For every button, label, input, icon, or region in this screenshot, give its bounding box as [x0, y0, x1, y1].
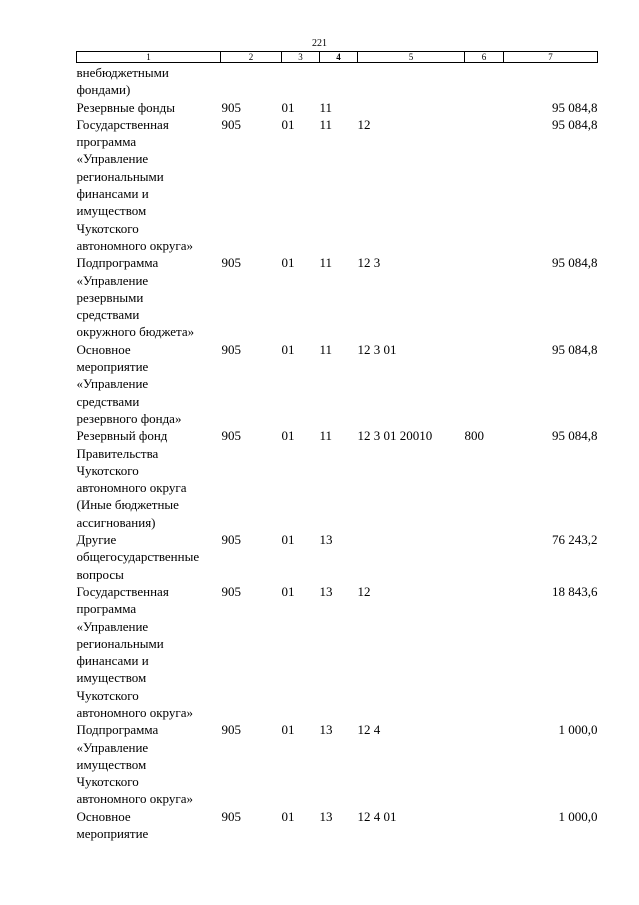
row-name-line: Правительства — [76, 445, 159, 461]
amount: 95 084,8 — [552, 116, 598, 132]
admin-code — [221, 63, 282, 99]
row-name-line: «Управление — [76, 739, 149, 755]
section-code: 01 — [281, 808, 295, 824]
row-name-line: Резервные фонды — [76, 99, 175, 115]
amount: 95 084,8 — [552, 341, 598, 357]
column-header-3: 3 — [282, 52, 320, 63]
section-code: 01 — [281, 428, 295, 444]
column-header-2: 2 — [221, 52, 282, 63]
row-name-line: мероприятие — [76, 826, 149, 842]
expense-type-code — [465, 254, 504, 340]
row-name-line: вопросы — [76, 566, 124, 582]
admin-code: 905 — [221, 255, 241, 271]
table-row — [77, 531, 598, 583]
target-article-code: 12 4 — [357, 722, 381, 738]
target-article-code — [358, 99, 465, 116]
amount — [504, 63, 598, 99]
row-name-line: имуществом — [76, 670, 147, 686]
row-name-line: окружного бюджета» — [76, 324, 195, 340]
row-name-line: Чукотского — [76, 774, 139, 790]
table-row — [77, 808, 598, 843]
target-article-code: 12 — [357, 583, 371, 599]
admin-code: 905 — [221, 808, 241, 824]
row-name — [77, 427, 221, 531]
section-code: 01 — [281, 532, 295, 548]
column-header-1: 1 — [77, 52, 221, 63]
target-article-code: 12 3 01 20010 — [357, 428, 433, 444]
target-article-code: 12 — [357, 116, 371, 132]
row-name-line: автономного округа» — [76, 237, 193, 253]
row-name — [77, 341, 221, 427]
row-name-line: внебюджетными — [76, 65, 169, 80]
row-name-line: резервными — [76, 289, 144, 305]
expense-type-code — [465, 116, 504, 254]
section-code — [282, 63, 320, 99]
expense-type-code: 800 — [464, 428, 484, 444]
row-name-line: «Управление — [76, 618, 149, 634]
section-code: 01 — [281, 722, 295, 738]
row-name-line: финансами и — [76, 653, 149, 669]
table-row — [77, 254, 598, 340]
row-name-line: Чукотского — [76, 687, 139, 703]
table-row — [77, 583, 598, 721]
row-name-line: Другие — [76, 532, 117, 548]
table-row — [77, 341, 598, 427]
row-name-line: региональными — [76, 635, 164, 651]
subsection-code: 11 — [319, 341, 333, 357]
row-name — [77, 808, 221, 843]
row-name-line: Основное — [76, 341, 131, 357]
section-code: 01 — [281, 583, 295, 599]
row-name-line: фондами) — [76, 82, 131, 98]
amount: 95 084,8 — [552, 99, 598, 115]
row-name-line: мероприятие — [76, 359, 149, 375]
table-row — [77, 721, 598, 807]
amount: 1 000,0 — [558, 808, 598, 824]
row-name — [77, 63, 221, 99]
table-row — [77, 116, 598, 254]
expense-type-code — [465, 583, 504, 721]
amount: 1 000,0 — [558, 722, 598, 738]
row-name-line: Чукотского — [76, 220, 139, 236]
column-header-4: 4 — [320, 52, 358, 63]
section-code: 01 — [281, 116, 295, 132]
column-header-7: 7 — [504, 52, 598, 63]
expense-type-code — [465, 99, 504, 116]
row-name-line: финансами и — [76, 186, 149, 202]
row-name-line: программа — [76, 134, 137, 150]
row-name-line: Подпрограмма — [76, 255, 159, 271]
subsection-code: 11 — [319, 428, 333, 444]
row-name-line: Основное — [76, 808, 131, 824]
row-name-line: программа — [76, 601, 137, 617]
row-name-line: общегосударственные — [76, 549, 200, 565]
expense-type-code — [465, 531, 504, 583]
subsection-code: 11 — [319, 99, 333, 115]
row-name-line: автономного округа» — [76, 704, 193, 720]
subsection-code: 13 — [319, 808, 333, 824]
row-name-line: имуществом — [76, 203, 147, 219]
row-name-line: Чукотского — [76, 462, 139, 478]
amount: 95 084,8 — [552, 428, 598, 444]
row-name — [77, 721, 221, 807]
row-name-line: средствами — [76, 307, 140, 323]
row-name — [77, 583, 221, 721]
subsection-code: 13 — [319, 722, 333, 738]
target-article-code — [358, 531, 465, 583]
row-name-line: Подпрограмма — [76, 722, 159, 738]
row-name — [77, 531, 221, 583]
expense-type-code — [465, 721, 504, 807]
admin-code: 905 — [221, 99, 241, 115]
subsection-code: 11 — [319, 255, 333, 271]
admin-code: 905 — [221, 341, 241, 357]
row-name-line: Государственная — [76, 583, 169, 599]
row-name-line: Государственная — [76, 116, 169, 132]
row-name-line: автономного округа — [76, 480, 187, 496]
admin-code: 905 — [221, 532, 241, 548]
section-code: 01 — [281, 255, 295, 271]
table-row — [77, 63, 598, 99]
row-name — [77, 254, 221, 340]
row-name — [77, 99, 221, 116]
target-article-code: 12 3 — [357, 255, 381, 271]
admin-code: 905 — [221, 428, 241, 444]
row-name-line: Резервный фонд — [76, 428, 168, 444]
expense-type-code — [465, 63, 504, 99]
amount: 95 084,8 — [552, 255, 598, 271]
budget-table — [76, 51, 598, 842]
subsection-code — [320, 63, 358, 99]
column-number-header — [77, 52, 598, 63]
admin-code: 905 — [221, 722, 241, 738]
amount: 18 843,6 — [552, 583, 598, 599]
row-name-line: ассигнования) — [76, 514, 156, 530]
target-article-code — [358, 63, 465, 99]
row-name-line: региональными — [76, 168, 164, 184]
subsection-code: 11 — [319, 116, 333, 132]
row-name-line: «Управление — [76, 151, 149, 167]
column-header-6: 6 — [465, 52, 504, 63]
row-name-line: «Управление — [76, 376, 149, 392]
row-name-line: резервного фонда» — [76, 410, 182, 426]
admin-code: 905 — [221, 116, 241, 132]
row-name-line: «Управление — [76, 272, 149, 288]
admin-code: 905 — [221, 583, 241, 599]
table-row — [77, 99, 598, 116]
target-article-code: 12 3 01 — [357, 341, 397, 357]
row-name-line: автономного округа» — [76, 791, 193, 807]
expense-type-code — [465, 808, 504, 843]
column-header-5: 5 — [358, 52, 465, 63]
expense-type-code — [465, 341, 504, 427]
table-row — [77, 427, 598, 531]
row-name-line: средствами — [76, 393, 140, 409]
row-name — [77, 116, 221, 254]
section-code: 01 — [281, 99, 295, 115]
subsection-code: 13 — [319, 583, 333, 599]
row-name-line: имуществом — [76, 756, 147, 772]
amount: 76 243,2 — [552, 532, 598, 548]
target-article-code: 12 4 01 — [357, 808, 397, 824]
section-code: 01 — [281, 341, 295, 357]
page-number: 221 — [312, 38, 327, 49]
subsection-code: 13 — [319, 532, 333, 548]
row-name-line: (Иные бюджетные — [76, 497, 179, 513]
